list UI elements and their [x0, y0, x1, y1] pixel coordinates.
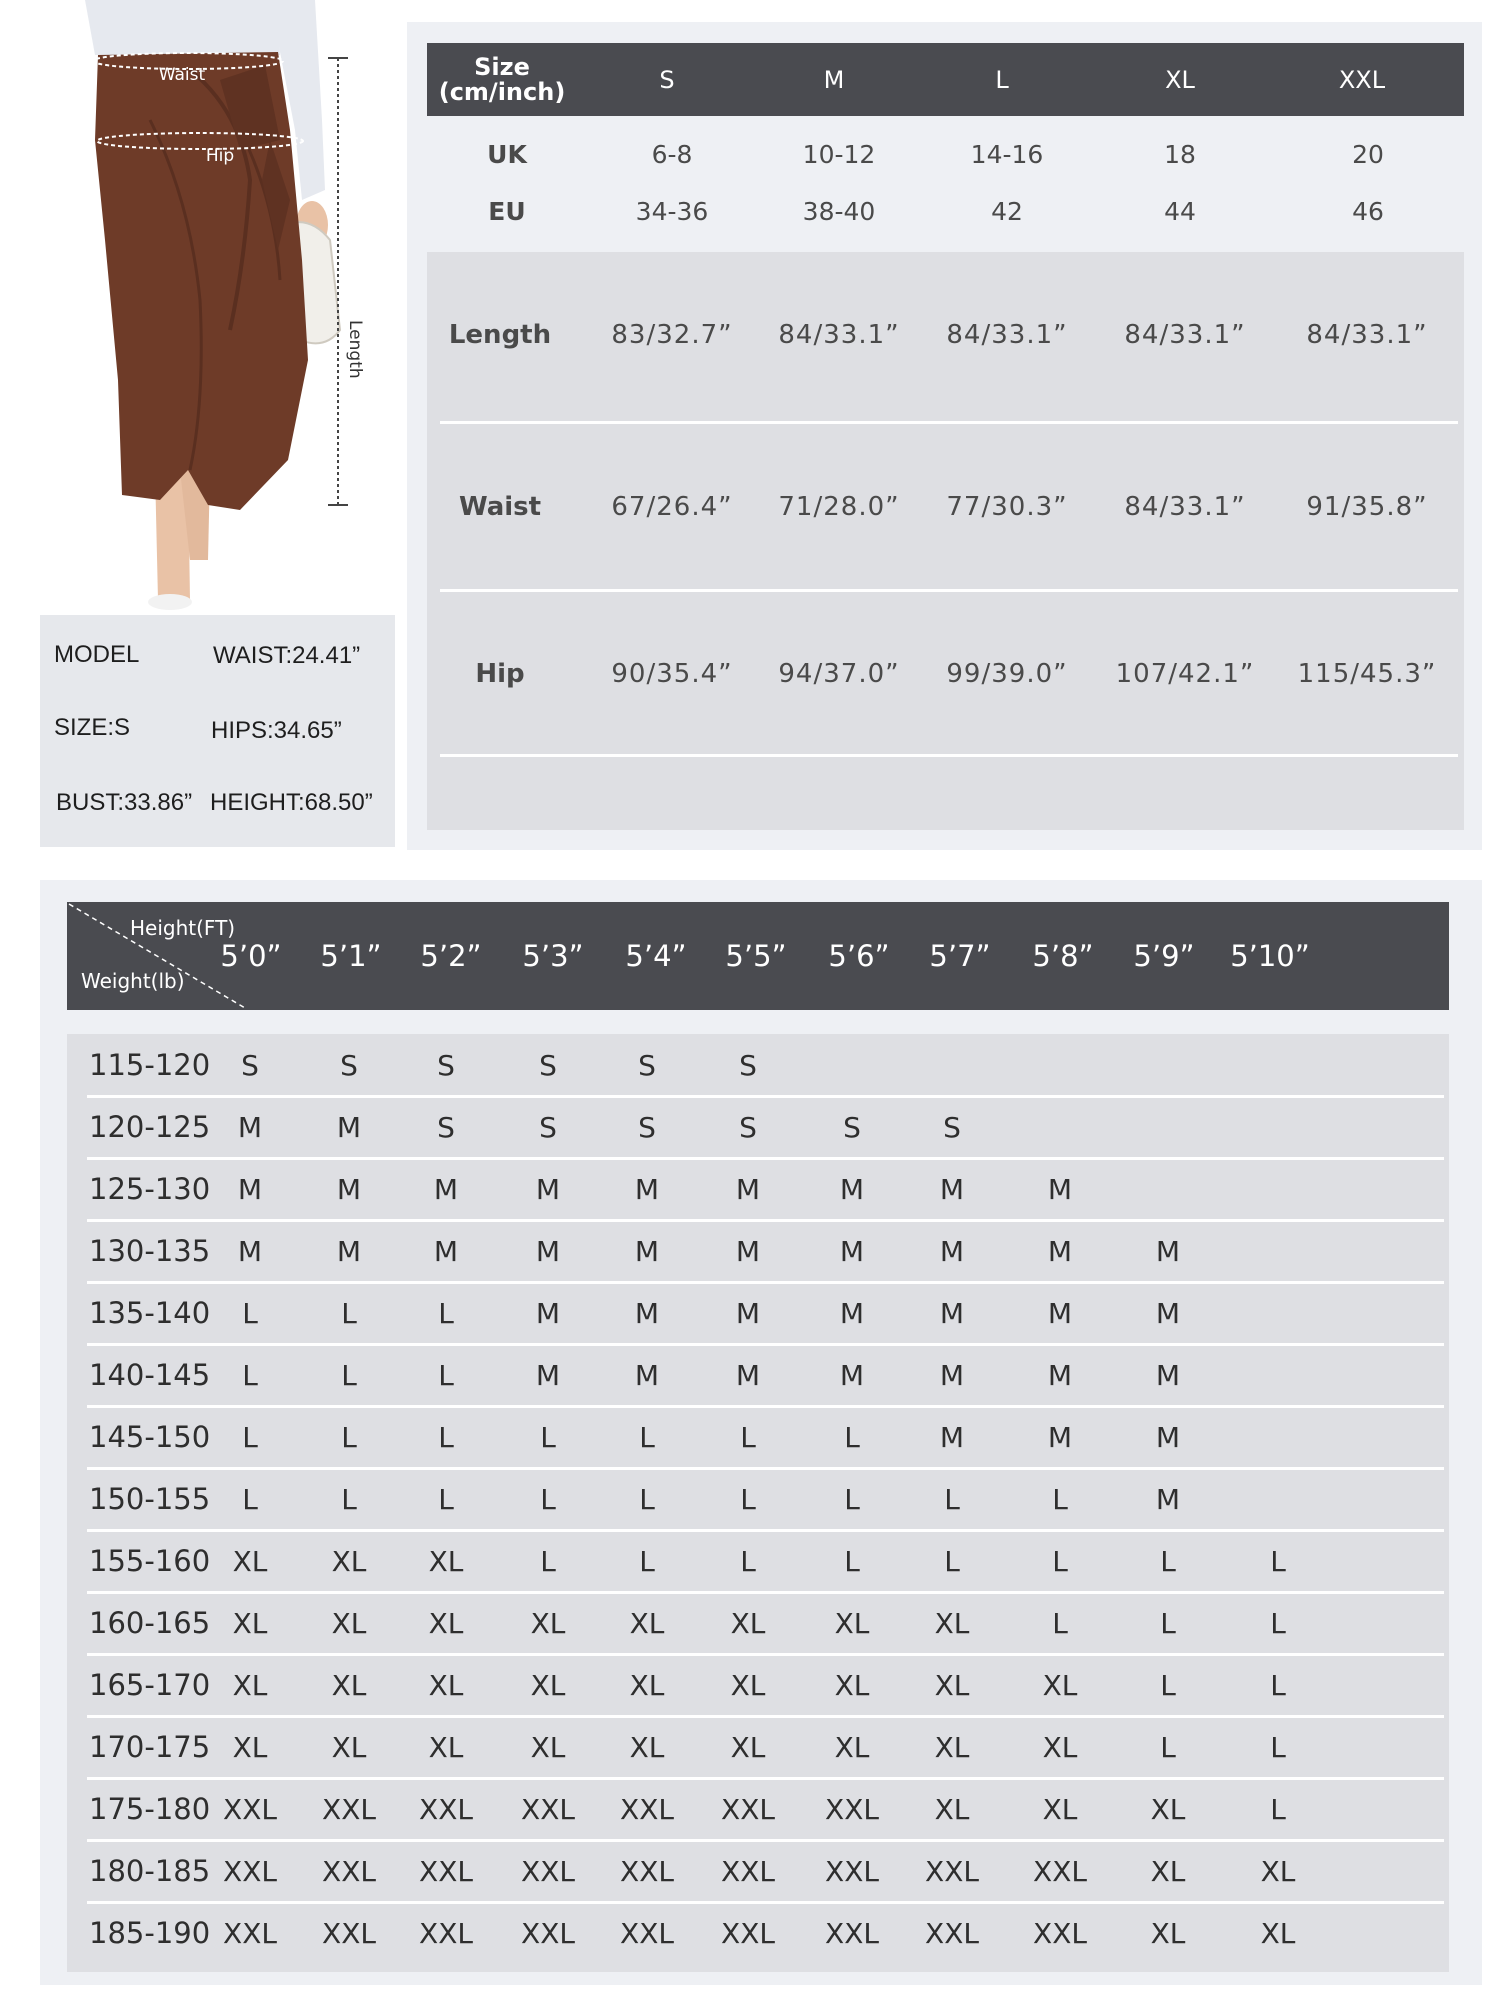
size-cell: L: [242, 1420, 258, 1454]
table-row: [67, 1840, 1449, 1902]
size-cell: L: [1160, 1730, 1176, 1764]
size-header-m: M: [823, 65, 845, 94]
length-value: 84/33.1”: [1124, 320, 1246, 350]
height-column-header: 5’8”: [1032, 939, 1094, 973]
size-cell: [812, 1034, 892, 1096]
size-cell: M: [839, 1234, 865, 1268]
weight-label: 175-180: [89, 1792, 211, 1826]
height-column-header: 5’1”: [320, 939, 382, 973]
size-cell: M: [1047, 1172, 1073, 1206]
size-cell: [1128, 1096, 1208, 1158]
length-label: Length: [345, 320, 365, 379]
size-cell: L: [1052, 1606, 1068, 1640]
hip-value: 94/37.0”: [778, 659, 900, 689]
size-cell: XL: [934, 1730, 970, 1764]
weight-label: 155-160: [89, 1544, 211, 1578]
table-row: [67, 1778, 1449, 1840]
size-cell: M: [634, 1234, 660, 1268]
size-cell: XXL: [322, 1916, 376, 1950]
length-value: 83/32.7”: [611, 320, 733, 350]
size-cell: M: [1155, 1420, 1181, 1454]
size-cell: XL: [1260, 1916, 1296, 1950]
size-cell: L: [1270, 1730, 1286, 1764]
size-cell: L: [1270, 1792, 1286, 1826]
model-size: SIZE:S: [54, 714, 131, 741]
size-cell: XL: [1260, 1854, 1296, 1888]
size-cell: XL: [1042, 1730, 1078, 1764]
table-row: [67, 1716, 1449, 1778]
size-cell: M: [1047, 1358, 1073, 1392]
model-photo: [40, 0, 395, 615]
size-cell: M: [939, 1234, 965, 1268]
size-cell: XXL: [925, 1854, 979, 1888]
table-row: [67, 1220, 1449, 1282]
size-cell: XXL: [419, 1792, 473, 1826]
size-cell: M: [839, 1296, 865, 1330]
size-cell: XXL: [521, 1792, 575, 1826]
uk-value: 6-8: [651, 139, 693, 169]
size-cell: XXL: [620, 1792, 674, 1826]
length-value: 84/33.1”: [1306, 320, 1428, 350]
size-cell: L: [1052, 1544, 1068, 1578]
size-cell: XXL: [419, 1916, 473, 1950]
waist-value: 77/30.3”: [946, 492, 1068, 522]
size-cell: M: [433, 1172, 459, 1206]
table-row: [67, 1096, 1449, 1158]
eu-value: 34-36: [635, 196, 709, 226]
size-cell: XXL: [620, 1854, 674, 1888]
size-cell: L: [540, 1420, 556, 1454]
size-header-s: S: [659, 65, 675, 94]
size-cell: L: [1160, 1668, 1176, 1702]
size-cell: [1020, 1096, 1100, 1158]
size-cell: XL: [232, 1606, 268, 1640]
size-cell: XL: [428, 1544, 464, 1578]
size-cell: M: [634, 1296, 660, 1330]
length-row-label: Length: [448, 320, 552, 350]
size-cell: M: [1155, 1234, 1181, 1268]
size-cell: S: [739, 1110, 757, 1144]
weight-label: 140-145: [89, 1358, 211, 1392]
size-cell: XXL: [721, 1792, 775, 1826]
hip-label: Hip: [205, 146, 235, 166]
size-cell: L: [540, 1544, 556, 1578]
height-column-header: 5’10”: [1230, 939, 1310, 973]
weight-label: 120-125: [89, 1110, 211, 1144]
hip-value: 115/45.3”: [1297, 659, 1437, 689]
table-row: [67, 1654, 1449, 1716]
size-cell: [1238, 1344, 1318, 1406]
waist-value: 71/28.0”: [778, 492, 900, 522]
hip-value: 90/35.4”: [611, 659, 733, 689]
size-title: [427, 43, 577, 116]
size-cell: [1128, 1034, 1208, 1096]
size-header-xl: XL: [1165, 65, 1195, 94]
size-cell: XL: [1042, 1668, 1078, 1702]
size-cell: XL: [730, 1730, 766, 1764]
size-cell: XL: [331, 1668, 367, 1702]
table-row: [67, 1406, 1449, 1468]
uk-value: 18: [1164, 139, 1196, 169]
size-cell: M: [1047, 1234, 1073, 1268]
size-header-xxl: XXL: [1338, 65, 1386, 94]
table-row: [67, 1282, 1449, 1344]
size-cell: M: [1155, 1358, 1181, 1392]
size-cell: L: [242, 1296, 258, 1330]
size-title-line1: Size: [474, 52, 530, 81]
size-cell: XXL: [1033, 1916, 1087, 1950]
size-cell: L: [639, 1420, 655, 1454]
size-cell: XL: [428, 1606, 464, 1640]
size-cell: L: [1052, 1482, 1068, 1516]
size-cell: L: [944, 1482, 960, 1516]
size-cell: L: [639, 1544, 655, 1578]
weight-label: 135-140: [89, 1296, 211, 1330]
size-cell: M: [735, 1358, 761, 1392]
size-cell: S: [241, 1048, 259, 1082]
waist-value: 67/26.4”: [611, 492, 733, 522]
size-cell: L: [740, 1544, 756, 1578]
size-cell: S: [638, 1048, 656, 1082]
size-cell: M: [336, 1110, 362, 1144]
size-cell: L: [242, 1358, 258, 1392]
size-cell: [1238, 1034, 1318, 1096]
table-row: [67, 1158, 1449, 1220]
size-cell: XL: [232, 1730, 268, 1764]
size-cell: L: [438, 1420, 454, 1454]
eu-value: 44: [1164, 196, 1196, 226]
table-row: [67, 1592, 1449, 1654]
waist-value: 91/35.8”: [1306, 492, 1428, 522]
table-row: [67, 1468, 1449, 1530]
waist-row-label: Waist: [458, 492, 542, 522]
size-cell: XXL: [223, 1916, 277, 1950]
size-chart-header: [427, 43, 1464, 116]
size-cell: [1238, 1468, 1318, 1530]
table-row: [67, 1034, 1449, 1096]
size-cell: XL: [629, 1668, 665, 1702]
waist-value: 84/33.1”: [1124, 492, 1246, 522]
size-cell: XL: [834, 1730, 870, 1764]
size-cell: M: [939, 1420, 965, 1454]
weight-label: 170-175: [89, 1730, 211, 1764]
size-cell: XL: [1150, 1792, 1186, 1826]
size-cell: XXL: [721, 1916, 775, 1950]
size-cell: XL: [530, 1606, 566, 1640]
size-cell: M: [336, 1172, 362, 1206]
size-cell: M: [735, 1172, 761, 1206]
size-cell: XL: [934, 1668, 970, 1702]
size-cell: M: [634, 1172, 660, 1206]
uk-label: UK: [487, 139, 527, 169]
size-header-l: L: [995, 65, 1009, 94]
size-cell: [912, 1034, 992, 1096]
size-cell: L: [341, 1296, 357, 1330]
size-cell: S: [843, 1110, 861, 1144]
size-cell: [1020, 1034, 1100, 1096]
size-cell: XXL: [925, 1916, 979, 1950]
height-column-header: 5’4”: [625, 939, 687, 973]
size-cell: XXL: [825, 1916, 879, 1950]
size-cell: [1238, 1406, 1318, 1468]
size-cell: [1238, 1282, 1318, 1344]
size-cell: M: [535, 1172, 561, 1206]
size-cell: XL: [834, 1668, 870, 1702]
hip-value: 107/42.1”: [1115, 659, 1255, 689]
size-cell: L: [341, 1358, 357, 1392]
size-cell: XL: [934, 1792, 970, 1826]
size-cell: L: [341, 1420, 357, 1454]
uk-value: 10-12: [802, 139, 876, 169]
size-cell: M: [433, 1234, 459, 1268]
eu-value: 46: [1352, 196, 1384, 226]
eu-value: 38-40: [802, 196, 876, 226]
size-cell: XXL: [825, 1792, 879, 1826]
size-cell: L: [540, 1482, 556, 1516]
size-cell: XL: [232, 1544, 268, 1578]
size-cell: XXL: [223, 1792, 277, 1826]
row-divider: [440, 589, 1458, 592]
size-cell: M: [939, 1358, 965, 1392]
size-cell: XXL: [721, 1854, 775, 1888]
size-cell: XL: [428, 1668, 464, 1702]
size-cell: XXL: [521, 1854, 575, 1888]
size-cell: M: [939, 1172, 965, 1206]
uk-value: 20: [1352, 139, 1384, 169]
size-cell: L: [341, 1482, 357, 1516]
shirt-shape: [85, 0, 280, 55]
height-column-header: 5’9”: [1133, 939, 1195, 973]
size-cell: XXL: [322, 1792, 376, 1826]
table-row: [67, 1530, 1449, 1592]
row-divider: [440, 754, 1458, 757]
height-column-header: 5’5”: [725, 939, 787, 973]
size-cell: XL: [730, 1668, 766, 1702]
model-bust: BUST:33.86”: [56, 789, 193, 816]
weight-label: 160-165: [89, 1606, 211, 1640]
size-cell: [1238, 1158, 1318, 1220]
model-hips: HIPS:34.65”: [211, 717, 342, 744]
size-cell: [1238, 1220, 1318, 1282]
size-cell: S: [943, 1110, 961, 1144]
shoe-shape: [148, 594, 192, 610]
size-cell: L: [740, 1420, 756, 1454]
size-cell: S: [340, 1048, 358, 1082]
size-cell: L: [1160, 1606, 1176, 1640]
size-cell: M: [237, 1110, 263, 1144]
height-column-header: 5’7”: [929, 939, 991, 973]
size-cell: XXL: [223, 1854, 277, 1888]
size-cell: XL: [629, 1730, 665, 1764]
size-cell: M: [535, 1234, 561, 1268]
size-cell: XL: [1150, 1916, 1186, 1950]
height-column-header: 5’0”: [220, 939, 282, 973]
hip-row-label: Hip: [475, 659, 525, 689]
weight-label: 150-155: [89, 1482, 211, 1516]
size-cell: M: [1155, 1296, 1181, 1330]
size-cell: XXL: [419, 1854, 473, 1888]
size-cell: S: [539, 1110, 557, 1144]
model-info: [40, 615, 395, 847]
size-cell: XL: [232, 1668, 268, 1702]
size-cell: M: [535, 1296, 561, 1330]
size-cell: L: [844, 1482, 860, 1516]
eu-label: EU: [488, 196, 526, 226]
recommendation-body: [67, 1034, 1449, 1972]
size-cell: M: [839, 1172, 865, 1206]
weight-label: 165-170: [89, 1668, 211, 1702]
size-cell: S: [638, 1110, 656, 1144]
size-cell: L: [1270, 1668, 1286, 1702]
size-cell: XL: [1042, 1792, 1078, 1826]
height-column-header: 5’3”: [522, 939, 584, 973]
size-cell: [1238, 1096, 1318, 1158]
height-header: Height(FT): [130, 916, 236, 940]
weight-header: Weight(lb): [81, 969, 185, 993]
weight-label: 180-185: [89, 1854, 211, 1888]
size-cell: XL: [331, 1730, 367, 1764]
size-cell: XL: [428, 1730, 464, 1764]
size-cell: L: [1270, 1544, 1286, 1578]
model-height: HEIGHT:68.50”: [210, 789, 373, 816]
size-cell: S: [539, 1048, 557, 1082]
size-cell: L: [639, 1482, 655, 1516]
size-cell: XL: [629, 1606, 665, 1640]
size-cell: XL: [834, 1606, 870, 1640]
length-value: 84/33.1”: [778, 320, 900, 350]
size-cell: L: [944, 1544, 960, 1578]
size-cell: XXL: [825, 1854, 879, 1888]
size-cell: M: [735, 1234, 761, 1268]
size-cell: XL: [1150, 1854, 1186, 1888]
table-row: [67, 1344, 1449, 1406]
size-cell: L: [438, 1296, 454, 1330]
size-cell: XXL: [1033, 1854, 1087, 1888]
size-cell: M: [237, 1234, 263, 1268]
size-cell: XXL: [322, 1854, 376, 1888]
size-cell: M: [336, 1234, 362, 1268]
size-cell: L: [740, 1482, 756, 1516]
model-label: MODEL: [54, 641, 140, 668]
table-row: [67, 1902, 1449, 1964]
length-value: 84/33.1”: [946, 320, 1068, 350]
weight-label: 185-190: [89, 1916, 211, 1950]
size-cell: XXL: [521, 1916, 575, 1950]
size-cell: L: [1270, 1606, 1286, 1640]
size-cell: S: [437, 1110, 455, 1144]
weight-label: 130-135: [89, 1234, 211, 1268]
size-cell: S: [437, 1048, 455, 1082]
size-cell: M: [1047, 1296, 1073, 1330]
size-cell: M: [1047, 1420, 1073, 1454]
size-cell: L: [844, 1544, 860, 1578]
height-column-header: 5’2”: [420, 939, 482, 973]
recommendation-header: [67, 902, 1449, 1010]
size-cell: XL: [331, 1606, 367, 1640]
size-cell: M: [237, 1172, 263, 1206]
size-cell: L: [438, 1482, 454, 1516]
size-cell: L: [844, 1420, 860, 1454]
size-cell: M: [839, 1358, 865, 1392]
eu-value: 42: [991, 196, 1023, 226]
weight-label: 115-120: [89, 1048, 211, 1082]
model-waist: WAIST:24.41”: [213, 642, 361, 669]
hip-value: 99/39.0”: [946, 659, 1068, 689]
size-cell: XL: [730, 1606, 766, 1640]
size-cell: M: [735, 1296, 761, 1330]
uk-value: 14-16: [970, 139, 1044, 169]
size-title-line2: (cm/inch): [438, 77, 566, 106]
size-cell: [1128, 1158, 1208, 1220]
size-cell: L: [1160, 1544, 1176, 1578]
weight-label: 145-150: [89, 1420, 211, 1454]
size-cell: M: [939, 1296, 965, 1330]
row-divider: [440, 421, 1458, 424]
size-cell: S: [739, 1048, 757, 1082]
height-column-header: 5’6”: [828, 939, 890, 973]
size-cell: XL: [530, 1668, 566, 1702]
waist-label: Waist: [158, 65, 206, 85]
size-cell: M: [634, 1358, 660, 1392]
size-cell: M: [535, 1358, 561, 1392]
size-cell: M: [1155, 1482, 1181, 1516]
size-cell: XL: [934, 1606, 970, 1640]
size-cell: XXL: [620, 1916, 674, 1950]
size-cell: L: [438, 1358, 454, 1392]
size-cell: XL: [530, 1730, 566, 1764]
size-cell: XL: [331, 1544, 367, 1578]
size-cell: L: [242, 1482, 258, 1516]
weight-label: 125-130: [89, 1172, 211, 1206]
